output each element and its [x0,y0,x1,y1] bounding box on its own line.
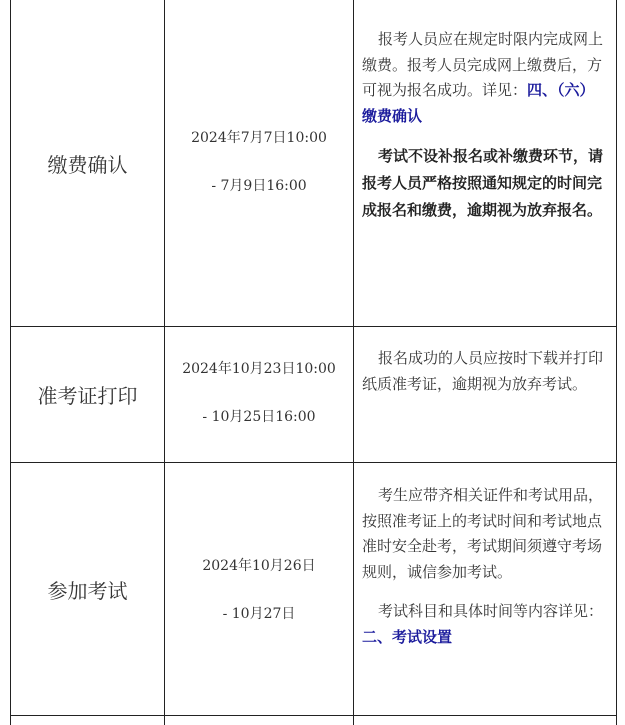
stage-label: 参加考试 [47,578,128,603]
time-end: - 10月27日 [222,606,296,622]
stage-label: 缴费确认 [47,152,128,177]
time-start: 2024年10月26日 [202,558,316,574]
stage-cell [11,0,164,326]
desc-cell [354,27,616,224]
section-link[interactable]: 二、考试设置 [362,627,453,646]
stage-label: 准考证打印 [37,384,138,408]
stage-cell [11,327,164,462]
desc-bold-note: 考试不设补报名或补缴费环节，请报考人员严格按照通知规定的时间完成报名和缴费，逾期视为放弃报名。 [362,147,604,219]
desc-cell [354,346,616,397]
desc-paragraph [362,27,608,129]
desc-text-2: 考试科目和具体时间等内容详见： [378,602,604,620]
desc-paragraph-2 [362,599,608,650]
time-cell [165,463,353,715]
desc-cell [354,483,616,650]
time-start: 2024年7月7日10:00 [191,130,327,146]
time-cell [165,327,353,462]
time-end: - 10月25日16:00 [202,408,316,425]
table-border-right [616,0,617,725]
time-start: 2024年10月23日10:00 [182,360,336,377]
desc-paragraph: 考生应带齐相关证件和考试用品，按照准考证上的考试时间和考试地点准时安全赴考，考试期间须遵守考场规则，诚信参加考试。 [362,486,604,581]
desc-paragraph: 报名成功的人员应按时下载并打印纸质准考证，逾期视为放弃考试。 [362,349,604,393]
stage-cell [11,463,164,715]
time-cell [165,0,353,326]
row-divider-3 [10,715,617,716]
desc-text: 报考人员应在规定时限内完成网上缴费。报考人员完成网上缴费后，方可视为报名成功。详见： [362,30,604,99]
time-end: - 7月9日16:00 [211,178,307,194]
section-link[interactable]: 四、（六）缴费确认 [362,81,595,125]
